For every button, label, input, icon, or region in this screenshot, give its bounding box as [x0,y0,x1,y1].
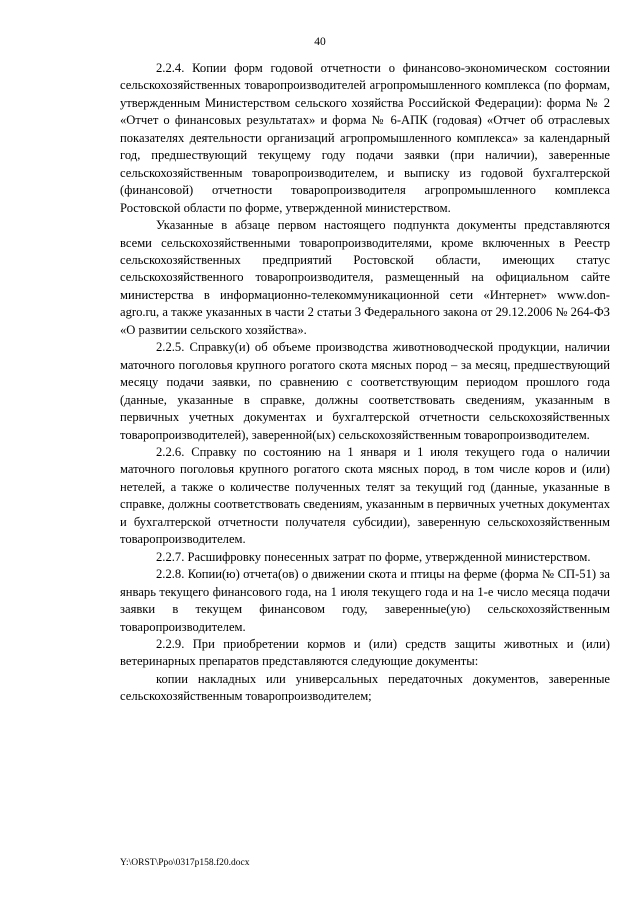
paragraph-2-2-6: 2.2.6. Справку по состоянию на 1 января и 1 июля текущего года о наличии маточного поголовья крупного рогатого скота мясных пород, в том числе коров и (или) нетелей, а также о количестве полученных телят за текущий год (данные, указанные в справке, должны соответствовать сведениям, указанным в первичных учетных документах и бухгалтерской отчетности получателя субсидии), заверенную сельскохозяйственным товаропроизводителем. [120,444,610,547]
paragraph-2-2-9: 2.2.9. При приобретении кормов и (или) средств защиты животных и (или) ветеринарных препаратов представляются следующие документы: [120,636,610,669]
footer-file-path: Y:\ORST\Ppo\0317p158.f20.docx [120,858,250,868]
page-number: 40 [314,36,326,48]
paragraph-2-2-4: 2.2.4. Копии форм годовой отчетности о финансово-экономическом состоянии сельскохозяйственных товаропроизводителей агропромышленного комплекса (по формам, утвержденным Министерством сельского хозяйства Российской Федерации): форма № 2 «Отчет о финансовых результатах» и форма № 6-АПК (годовая) «Отчет об отраслевых показателях деятельности организаций агропромышленного комплекса» за календарный год, предшествующий текущему году подачи заявки (при наличии), заверенные сельскохозяйственным товаропроизводителем, и выписку из годовой бухгалтерской (финансовой) отчетности товаропроизводителя агропромышленного комплекса Ростовской области по форме, утвержденной министерством. [120,61,610,215]
document-body [120,60,610,706]
paragraph-2-2-8: 2.2.8. Копии(ю) отчета(ов) о движении скота и птицы на ферме (форма № СП-51) за январь текущего финансового года, на 1 июля текущего года и на 1-е число месяца подачи заявки в текущем финансовом году, заверенные(ую) сельскохозяйственным товаропроизводителем. [120,567,610,634]
paragraph-2-2-4-note: Указанные в абзаце первом настоящего подпункта документы представляются всеми сельскохозяйственными товаропроизводителями, кроме включенных в Реестр сельскохозяйственных предприятий Ростовской области, имеющих статус сельскохозяйственного товаропроизводителя, размещенный на официальном сайте министерства в информационно-телекоммуникационной сети «Интернет» www.don-agro.ru, а также указанных в части 2 статьи 3 Федерального закона от 29.12.2006 № 264-ФЗ «О развитии сельского хозяйства». [120,218,610,337]
paragraph-invoice-copies: копии накладных или универсальных передаточных документов, заверенные сельскохозяйственным товаропроизводителем; [120,671,610,704]
paragraph-2-2-5: 2.2.5. Справку(и) об объеме производства животноводческой продукции, наличии маточного поголовья крупного рогатого скота мясных пород – за месяц, предшествующий месяцу подачи заявки, по сравнению с соответствующим периодом прошлого года (данные, указанные в справке, должны соответствовать сведениям, указанным в первичных учетных документах и бухгалтерской отчетности сельскохозяйственных товаропроизводителей), заверенной(ых) сельскохозяйственным товаропроизводителем. [120,340,610,442]
paragraph-2-2-7: 2.2.7. Расшифровку понесенных затрат по форме, утвержденной министерством. [156,549,591,564]
